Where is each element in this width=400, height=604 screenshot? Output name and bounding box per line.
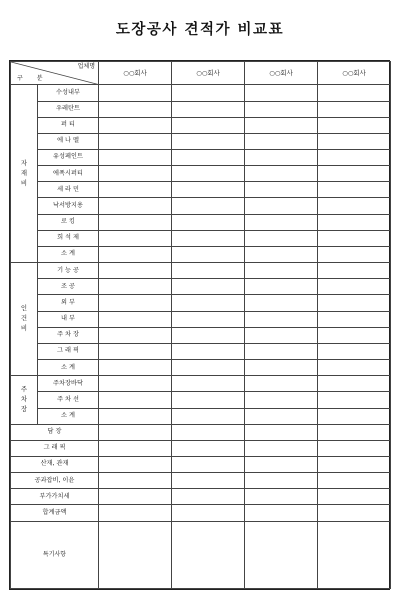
price-cell[interactable]	[245, 392, 318, 408]
item-label: 기 능 공	[38, 263, 99, 279]
item-label: 그 래 픽	[38, 343, 99, 359]
price-cell[interactable]	[318, 166, 391, 182]
price-cell[interactable]	[99, 408, 172, 424]
price-cell[interactable]	[318, 311, 391, 327]
price-cell[interactable]	[245, 376, 318, 392]
price-cell[interactable]	[99, 327, 172, 343]
price-cell[interactable]	[99, 166, 172, 182]
price-cell[interactable]	[245, 214, 318, 230]
company-header: ○○회사	[245, 62, 318, 85]
price-cell[interactable]	[172, 182, 245, 198]
item-label: 외 부	[38, 295, 99, 311]
price-cell[interactable]	[172, 489, 245, 505]
table-row	[11, 327, 391, 343]
group-label-char: 재	[20, 168, 28, 177]
remarks-cell[interactable]	[172, 521, 245, 588]
price-cell[interactable]	[172, 133, 245, 149]
price-cell[interactable]	[99, 376, 172, 392]
header-row	[11, 62, 391, 85]
group-label-char: 차	[20, 394, 28, 403]
price-cell[interactable]	[99, 198, 172, 214]
summary-row	[11, 440, 391, 456]
table-row	[11, 85, 391, 101]
price-cell[interactable]	[318, 150, 391, 166]
table-row	[11, 230, 391, 246]
price-cell[interactable]	[245, 408, 318, 424]
company-header: ○○회사	[99, 62, 172, 85]
category-label: 구 분	[17, 75, 49, 83]
price-cell[interactable]	[172, 101, 245, 117]
company-name-label: 업체명	[77, 63, 95, 70]
table-row	[11, 246, 391, 262]
price-cell[interactable]	[172, 230, 245, 246]
price-cell[interactable]	[318, 327, 391, 343]
price-cell[interactable]	[99, 230, 172, 246]
summary-row	[11, 505, 391, 521]
price-cell[interactable]	[318, 424, 391, 440]
group-label-char: 자	[20, 158, 28, 167]
summary-row	[11, 489, 391, 505]
item-label: 우레탄트	[38, 101, 99, 117]
price-cell[interactable]	[245, 150, 318, 166]
price-cell[interactable]	[318, 392, 391, 408]
table-row	[11, 295, 391, 311]
group-label	[11, 85, 38, 263]
price-cell[interactable]	[245, 489, 318, 505]
header-diagonal-cell	[11, 62, 99, 85]
price-cell[interactable]	[318, 246, 391, 262]
summary-label: 공과잡비, 이윤	[11, 473, 99, 489]
summary-row	[11, 473, 391, 489]
price-cell[interactable]	[318, 101, 391, 117]
table-row	[11, 198, 391, 214]
price-cell[interactable]	[172, 166, 245, 182]
price-cell[interactable]	[172, 456, 245, 472]
item-label: 퍼 티	[38, 117, 99, 133]
price-cell[interactable]	[99, 424, 172, 440]
price-cell[interactable]	[318, 343, 391, 359]
company-header: ○○회사	[318, 62, 391, 85]
price-cell[interactable]	[245, 343, 318, 359]
table-row	[11, 408, 391, 424]
price-cell[interactable]	[318, 85, 391, 101]
price-cell[interactable]	[172, 327, 245, 343]
summary-row	[11, 456, 391, 472]
price-cell[interactable]	[99, 505, 172, 521]
price-cell[interactable]	[245, 424, 318, 440]
price-cell[interactable]	[245, 456, 318, 472]
summary-row	[11, 424, 391, 440]
price-cell[interactable]	[245, 440, 318, 456]
item-label: 에 나 멜	[38, 133, 99, 149]
price-cell[interactable]	[318, 230, 391, 246]
price-cell[interactable]	[172, 473, 245, 489]
price-cell[interactable]	[99, 279, 172, 295]
price-cell[interactable]	[172, 295, 245, 311]
price-cell[interactable]	[245, 85, 318, 101]
price-cell[interactable]	[318, 198, 391, 214]
item-label: 로 킹	[38, 214, 99, 230]
price-cell[interactable]	[245, 101, 318, 117]
price-cell[interactable]	[318, 295, 391, 311]
summary-label: 부가가치세	[11, 489, 99, 505]
price-cell[interactable]	[318, 456, 391, 472]
price-cell[interactable]	[99, 182, 172, 198]
table-row	[11, 117, 391, 133]
price-cell[interactable]	[318, 133, 391, 149]
price-cell[interactable]	[245, 117, 318, 133]
summary-label: 합계금액	[11, 505, 99, 521]
price-cell[interactable]	[172, 263, 245, 279]
price-cell[interactable]	[99, 214, 172, 230]
price-cell[interactable]	[318, 214, 391, 230]
price-cell[interactable]	[99, 295, 172, 311]
price-cell[interactable]	[172, 392, 245, 408]
table-row	[11, 360, 391, 376]
price-cell[interactable]	[318, 376, 391, 392]
item-label: 낙서방지용	[38, 198, 99, 214]
price-cell[interactable]	[318, 263, 391, 279]
table-row	[11, 133, 391, 149]
price-cell[interactable]	[245, 166, 318, 182]
item-label: 소 계	[38, 360, 99, 376]
price-cell[interactable]	[172, 85, 245, 101]
item-label: 주 차 선	[38, 392, 99, 408]
price-cell[interactable]	[245, 246, 318, 262]
price-cell[interactable]	[99, 473, 172, 489]
table-row	[11, 376, 391, 392]
group-label-char: 비	[20, 178, 28, 187]
price-cell[interactable]	[318, 440, 391, 456]
price-cell[interactable]	[172, 246, 245, 262]
remarks-cell[interactable]	[99, 521, 172, 588]
item-label: 소 계	[38, 246, 99, 262]
item-label: 주차장바닥	[38, 376, 99, 392]
table-row	[11, 392, 391, 408]
item-label: 에폭시퍼티	[38, 166, 99, 182]
price-cell[interactable]	[99, 360, 172, 376]
table-row	[11, 101, 391, 117]
price-cell[interactable]	[99, 85, 172, 101]
price-cell[interactable]	[245, 360, 318, 376]
group-label	[11, 263, 38, 376]
price-cell[interactable]	[172, 343, 245, 359]
summary-label: 담 장	[11, 424, 99, 440]
comparison-grid	[10, 61, 391, 589]
company-header: ○○회사	[172, 62, 245, 85]
price-cell[interactable]	[172, 150, 245, 166]
price-cell[interactable]	[99, 246, 172, 262]
price-cell[interactable]	[245, 473, 318, 489]
group-label-char: 건	[20, 314, 28, 323]
price-cell[interactable]	[99, 133, 172, 149]
group-label-char: 장	[20, 404, 28, 413]
item-label: 희 석 제	[38, 230, 99, 246]
price-cell[interactable]	[99, 117, 172, 133]
table-row	[11, 182, 391, 198]
document-title: 도장공사 견적가 비교표	[115, 22, 285, 38]
item-label: 주 차 장	[38, 327, 99, 343]
price-cell[interactable]	[245, 198, 318, 214]
price-cell[interactable]	[172, 198, 245, 214]
summary-label: 산재, 관재	[11, 456, 99, 472]
table-row	[11, 166, 391, 182]
price-cell[interactable]	[172, 505, 245, 521]
item-label: 내 부	[38, 311, 99, 327]
price-cell[interactable]	[172, 311, 245, 327]
price-cell[interactable]	[172, 214, 245, 230]
price-cell[interactable]	[245, 295, 318, 311]
price-cell[interactable]	[99, 456, 172, 472]
price-cell[interactable]	[172, 376, 245, 392]
price-cell[interactable]	[172, 117, 245, 133]
price-cell[interactable]	[172, 360, 245, 376]
price-cell[interactable]	[245, 311, 318, 327]
item-label: 조 공	[38, 279, 99, 295]
table-row	[11, 279, 391, 295]
item-label: 유성페인트	[38, 150, 99, 166]
price-cell[interactable]	[172, 279, 245, 295]
price-cell[interactable]	[245, 133, 318, 149]
price-cell[interactable]	[99, 440, 172, 456]
table-row	[11, 263, 391, 279]
group-label-char: 비	[20, 324, 28, 333]
price-cell[interactable]	[318, 360, 391, 376]
price-cell[interactable]	[172, 408, 245, 424]
price-cell[interactable]	[318, 117, 391, 133]
group-label	[11, 376, 38, 424]
table-row	[11, 343, 391, 359]
price-cell[interactable]	[318, 182, 391, 198]
price-cell[interactable]	[99, 392, 172, 408]
table-row	[11, 150, 391, 166]
remarks-label: 특기사항	[11, 521, 99, 588]
remarks-row	[11, 521, 391, 588]
table-row	[11, 214, 391, 230]
remarks-cell[interactable]	[245, 521, 318, 588]
item-label: 수성내부	[38, 85, 99, 101]
price-cell[interactable]	[318, 279, 391, 295]
price-cell[interactable]	[245, 505, 318, 521]
price-cell[interactable]	[99, 150, 172, 166]
item-label: 세 라 민	[38, 182, 99, 198]
price-cell[interactable]	[172, 424, 245, 440]
price-cell[interactable]	[318, 489, 391, 505]
price-cell[interactable]	[245, 230, 318, 246]
price-cell[interactable]	[99, 343, 172, 359]
price-cell[interactable]	[245, 327, 318, 343]
price-cell[interactable]	[99, 311, 172, 327]
price-cell[interactable]	[245, 279, 318, 295]
table-row	[11, 311, 391, 327]
price-cell[interactable]	[172, 440, 245, 456]
price-cell[interactable]	[318, 408, 391, 424]
price-cell[interactable]	[245, 263, 318, 279]
group-label-char: 주	[20, 385, 28, 394]
price-cell[interactable]	[245, 182, 318, 198]
item-label: 소 계	[38, 408, 99, 424]
price-cell[interactable]	[99, 263, 172, 279]
group-label-char: 인	[20, 304, 28, 313]
price-cell[interactable]	[318, 473, 391, 489]
price-cell[interactable]	[99, 489, 172, 505]
price-cell[interactable]	[318, 505, 391, 521]
remarks-cell[interactable]	[318, 521, 391, 588]
price-cell[interactable]	[99, 101, 172, 117]
summary-label: 그 래 픽	[11, 440, 99, 456]
estimate-comparison-table	[9, 60, 390, 590]
